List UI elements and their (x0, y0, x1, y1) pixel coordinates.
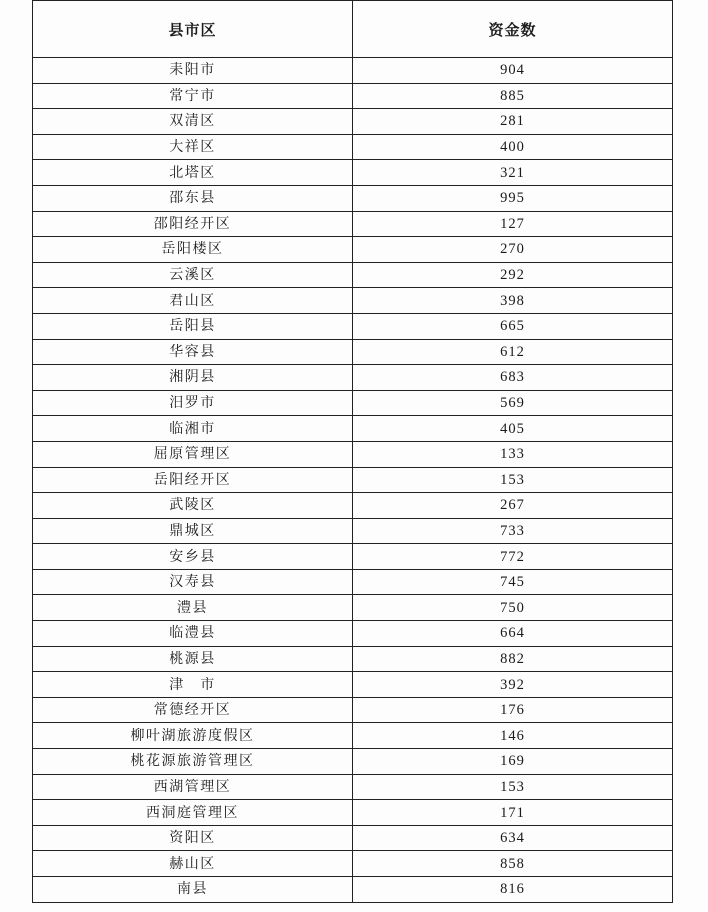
district-cell: 临湘市 (33, 416, 353, 442)
table-row (33, 313, 673, 339)
district-cell: 安乡县 (33, 544, 353, 570)
district-cell: 耒阳市 (33, 58, 353, 84)
amount-cell: 634 (353, 825, 673, 851)
amount-cell: 885 (353, 83, 673, 109)
district-cell: 赫山区 (33, 851, 353, 877)
table-body (33, 58, 673, 903)
district-cell: 常宁市 (33, 83, 353, 109)
amount-cell: 270 (353, 237, 673, 263)
amount-cell: 733 (353, 518, 673, 544)
district-cell: 大祥区 (33, 134, 353, 160)
table-header-row (33, 1, 673, 58)
table-row (33, 774, 673, 800)
table-row (33, 160, 673, 186)
amount-cell: 153 (353, 467, 673, 493)
amount-cell: 171 (353, 800, 673, 826)
amount-cell: 750 (353, 595, 673, 621)
amount-cell: 612 (353, 339, 673, 365)
district-cell: 津 市 (33, 672, 353, 698)
table-row (33, 800, 673, 826)
district-cell: 汉寿县 (33, 569, 353, 595)
amount-cell: 176 (353, 697, 673, 723)
district-cell: 鼎城区 (33, 518, 353, 544)
table-row (33, 544, 673, 570)
table-row (33, 493, 673, 519)
district-cell: 桃花源旅游管理区 (33, 749, 353, 775)
district-cell: 桃源县 (33, 646, 353, 672)
table-row (33, 134, 673, 160)
table-row (33, 262, 673, 288)
district-cell: 西洞庭管理区 (33, 800, 353, 826)
district-cell: 临澧县 (33, 621, 353, 647)
amount-cell: 146 (353, 723, 673, 749)
district-cell: 屈原管理区 (33, 441, 353, 467)
table-row (33, 569, 673, 595)
table-row (33, 697, 673, 723)
table-row (33, 109, 673, 135)
amount-cell: 169 (353, 749, 673, 775)
table-row (33, 825, 673, 851)
district-cell: 武陵区 (33, 493, 353, 519)
amount-cell: 882 (353, 646, 673, 672)
amount-cell: 858 (353, 851, 673, 877)
amount-cell: 398 (353, 288, 673, 314)
district-cell: 南县 (33, 877, 353, 903)
amount-cell: 133 (353, 441, 673, 467)
table-row (33, 390, 673, 416)
amount-cell: 904 (353, 58, 673, 84)
header-amount: 资金数 (353, 1, 673, 58)
district-cell: 资阳区 (33, 825, 353, 851)
district-cell: 北塔区 (33, 160, 353, 186)
amount-cell: 267 (353, 493, 673, 519)
amount-cell: 665 (353, 313, 673, 339)
district-cell: 常德经开区 (33, 697, 353, 723)
table-row (33, 288, 673, 314)
table-row (33, 646, 673, 672)
fund-allocation-table (32, 0, 673, 903)
district-cell: 西湖管理区 (33, 774, 353, 800)
table-row (33, 211, 673, 237)
district-cell: 云溪区 (33, 262, 353, 288)
table-row (33, 621, 673, 647)
amount-cell: 772 (353, 544, 673, 570)
amount-cell: 664 (353, 621, 673, 647)
table-row (33, 365, 673, 391)
table-row (33, 237, 673, 263)
table-row (33, 749, 673, 775)
table-row (33, 877, 673, 903)
amount-cell: 281 (353, 109, 673, 135)
table-row (33, 672, 673, 698)
amount-cell: 683 (353, 365, 673, 391)
amount-cell: 816 (353, 877, 673, 903)
district-cell: 双清区 (33, 109, 353, 135)
amount-cell: 392 (353, 672, 673, 698)
amount-cell: 153 (353, 774, 673, 800)
amount-cell: 127 (353, 211, 673, 237)
district-cell: 柳叶湖旅游度假区 (33, 723, 353, 749)
table-row (33, 595, 673, 621)
table-row (33, 518, 673, 544)
table-row (33, 58, 673, 84)
header-district: 县市区 (33, 1, 353, 58)
district-cell: 邵阳经开区 (33, 211, 353, 237)
district-cell: 岳阳楼区 (33, 237, 353, 263)
district-cell: 岳阳县 (33, 313, 353, 339)
amount-cell: 569 (353, 390, 673, 416)
amount-cell: 321 (353, 160, 673, 186)
table-row (33, 83, 673, 109)
table-row (33, 416, 673, 442)
table-row (33, 467, 673, 493)
district-cell: 汨罗市 (33, 390, 353, 416)
table-row (33, 851, 673, 877)
district-cell: 华容县 (33, 339, 353, 365)
table-row (33, 441, 673, 467)
amount-cell: 400 (353, 134, 673, 160)
amount-cell: 745 (353, 569, 673, 595)
table-row (33, 185, 673, 211)
district-cell: 澧县 (33, 595, 353, 621)
district-cell: 湘阴县 (33, 365, 353, 391)
amount-cell: 995 (353, 185, 673, 211)
district-cell: 岳阳经开区 (33, 467, 353, 493)
amount-cell: 292 (353, 262, 673, 288)
district-cell: 邵东县 (33, 185, 353, 211)
district-cell: 君山区 (33, 288, 353, 314)
amount-cell: 405 (353, 416, 673, 442)
table-row (33, 339, 673, 365)
table-row (33, 723, 673, 749)
